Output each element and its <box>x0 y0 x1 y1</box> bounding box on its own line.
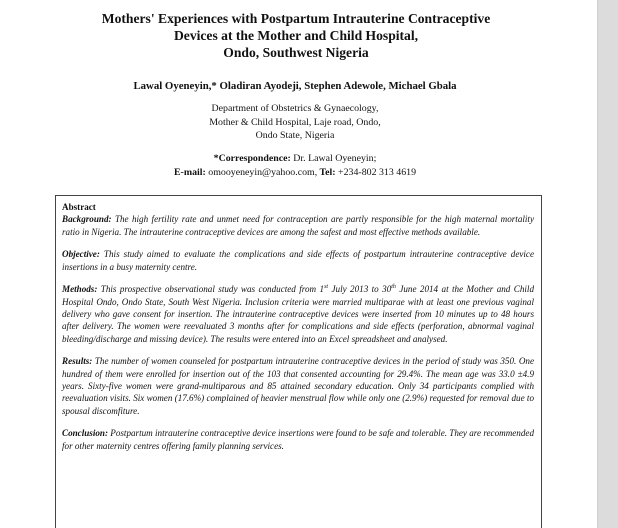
email-address[interactable]: omooyeneyin@yahoo.com, <box>205 166 318 178</box>
title-line-2: Devices at the Mother and Child Hospital, <box>173 28 419 43</box>
abstract-background <box>62 213 534 238</box>
methods-text-mid: July 2013 to 30 <box>328 284 392 295</box>
title-line-3: Ondo, Southwest Nigeria <box>223 45 369 60</box>
title-line-1: Mothers' Experiences with Postpartum Intrauterine Contraceptive <box>101 11 491 26</box>
abstract <box>62 201 534 463</box>
methods-sup-st: st <box>324 284 329 291</box>
methods-text-post: June 2014 at the Mother and Child Hospital Ondo, Ondo State, South West Nigeria. Inclusion criteria were married multiparae with at least one previous vaginal delivery who gave consent for insertion. The intrauterine contraceptive devices were inserted from 10 minutes up to 48 hours after delivery. The women were reevaluated 3 months after for complications and side effects (perforation, abnormal vaginal bleeding/discharge and missing device). The results were entered into an Excel spreadsheet and analysed. <box>62 284 534 344</box>
conclusion-text: Postpartum intrauterine contraceptive device insertions were found to be safe and tolerable. They are recommended for other maternity centres offering family planning services. <box>62 428 534 451</box>
email-label: E-mail: <box>173 166 206 178</box>
background-label: Background: <box>62 214 112 225</box>
correspondence <box>60 152 530 179</box>
objective-label: Objective: <box>62 249 100 260</box>
abstract-conclusion <box>62 427 534 452</box>
abstract-results <box>62 355 534 416</box>
affiliation-line-1: Department of Obstetrics & Gynaecology, <box>211 103 379 114</box>
abstract-heading: Abstract <box>62 202 96 212</box>
methods-text-pre: This prospective observational study was conducted from 1 <box>97 284 325 295</box>
viewer-side-gutter[interactable] <box>597 0 618 528</box>
affiliation-line-3: Ondo State, Nigeria <box>255 130 335 141</box>
correspondence-name: Dr. Lawal Oyeneyin; <box>290 153 377 164</box>
affiliation <box>60 102 530 143</box>
abstract-methods <box>62 283 534 344</box>
correspondence-contact-row <box>60 166 530 180</box>
objective-text: This study aimed to evaluate the complications and side effects of postpartum intrauterine contraceptive device insertions in a busy maternity centre. <box>62 249 534 272</box>
conclusion-label: Conclusion: <box>62 428 108 439</box>
correspondence-name-row <box>60 152 530 166</box>
paper-title <box>60 10 532 61</box>
correspondence-label: *Correspondence: <box>213 153 291 164</box>
methods-label: Methods: <box>62 284 98 295</box>
background-text: The high fertility rate and unmet need for contraception are partly responsible for the high maternal mortality ratio in Nigeria. The intrauterine contraceptive devices are among the safest and most effective methods available. <box>62 214 534 237</box>
tel-number: +234-802 313 4619 <box>335 166 417 178</box>
abstract-objective <box>62 248 534 273</box>
results-text: The number of women counseled for postpartum intrauterine contraceptive devices in the period of study was 350. One hundred of them were enrolled for insertion out of the 103 that consented accounting for 29.4%. The mean age was 33.0 ±4.9 years. Sixty-five women were grand-multiparous and 85 attained secondary education. Only 34 participants complied with reevaluation visits. Six women (17.6%) complained of heavier menstrual flow while only one (2.9%) requested for removal due to spousal discomfiture. <box>62 356 534 416</box>
affiliation-line-2: Mother & Child Hospital, Laje road, Ondo, <box>209 116 381 128</box>
author-list: Lawal Oyeneyin,* Oladiran Ayodeji, Stephen Adewole, Michael Gbala <box>133 80 457 92</box>
tel-label: Tel: <box>317 166 336 178</box>
methods-sup-th: th <box>391 284 396 291</box>
results-label: Results: <box>62 356 93 367</box>
